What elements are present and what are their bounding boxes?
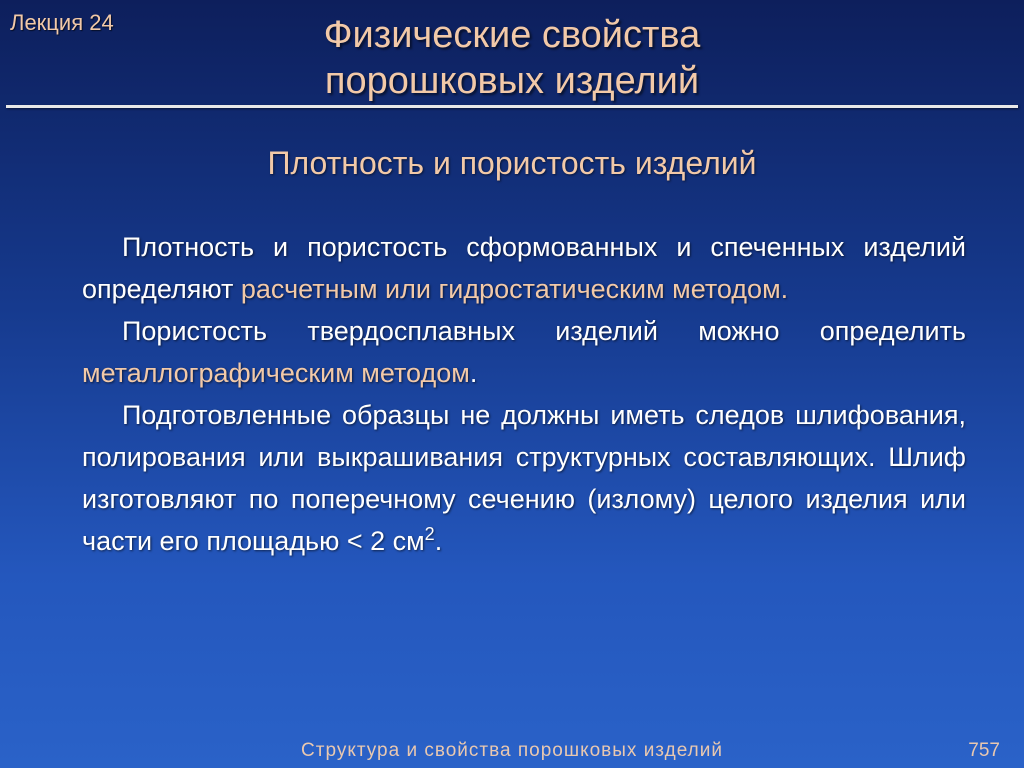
paragraph-text: Плотность и пористость сформованных и спеченных изделий определяют (82, 232, 966, 304)
highlighted-term: металлографическим методом (82, 358, 470, 388)
page-number: 757 (968, 740, 1000, 761)
paragraph-text: . (469, 358, 478, 388)
lecture-label: Лекция 24 (10, 10, 114, 35)
paragraph-text: Пористость твердосплавных изделий можно определить (122, 316, 966, 346)
slide-title-line-1: Физические свойства (323, 14, 701, 56)
paragraph-sample-prep (82, 394, 966, 562)
body-text (82, 226, 966, 562)
superscript-exponent: 2 (424, 524, 435, 544)
footer-course-title: Структура и свойства порошковых изделий (301, 740, 723, 761)
section-subtitle: Плотность и пористость изделий (267, 145, 757, 181)
slide-title-line-2: порошковых изделий (324, 60, 700, 102)
paragraph-density-methods (82, 226, 966, 310)
paragraph-porosity-method (82, 310, 966, 394)
paragraph-text: . (434, 526, 443, 556)
slide-title (0, 12, 1024, 104)
title-divider (6, 105, 1018, 108)
paragraph-text: Подготовленные образцы не должны иметь следов шлифования, полирования или выкрашивания структурных составляющих. Шлиф изготовляют по поперечному сечению (излому) целого изделия или части его площадью < 2 см (82, 400, 966, 556)
highlighted-term: расчетным или гидростатическим методом. (240, 274, 789, 304)
